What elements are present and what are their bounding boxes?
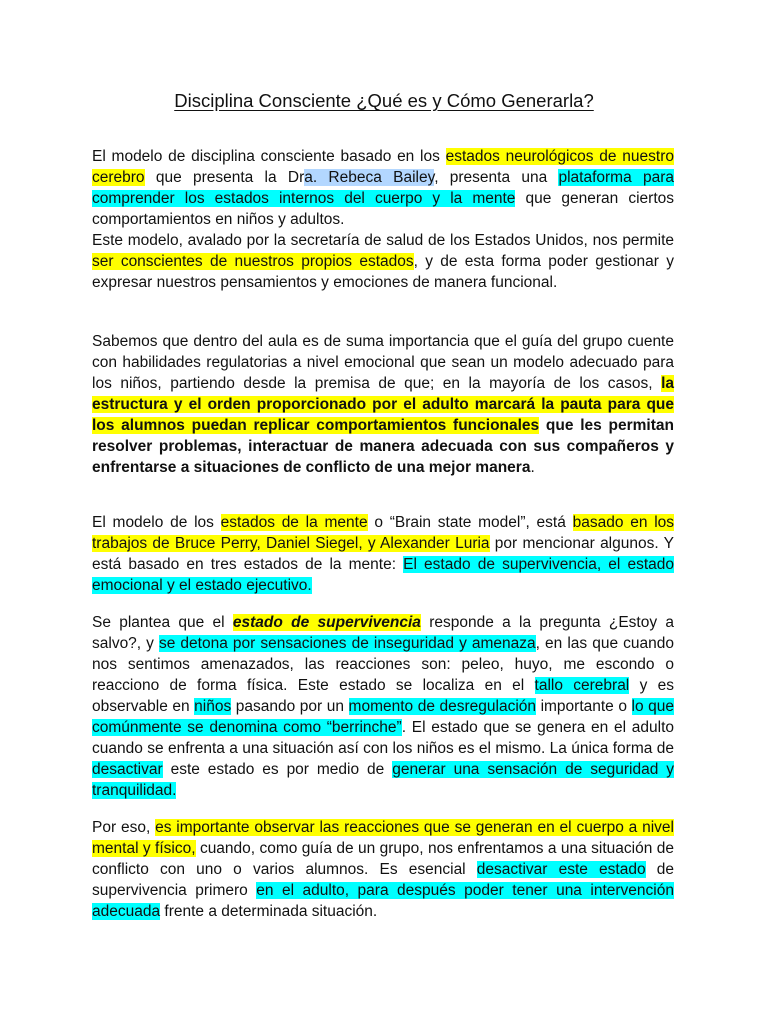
highlighted-text: la estructura y el orden proporcionado por el adulto marcará la pauta para que los alumnos puedan replicar comportamientos funcionales bbox=[92, 375, 674, 434]
highlighted-text: estados neurológicos de nuestro cerebro bbox=[92, 148, 674, 186]
highlighted-text: basado en los trabajos de Bruce Perry, Daniel Siegel, y Alexander Luria bbox=[92, 514, 675, 552]
highlighted-text: en el adulto, para después poder tener una intervención adecuada bbox=[92, 882, 674, 920]
text-run: Este modelo, avalado por la secretaría de salud de los Estados Unidos, nos permite bbox=[92, 232, 674, 249]
text-run: El modelo de los bbox=[92, 514, 221, 531]
text-run: que generan ciertos comportamientos en niños y adultos. bbox=[92, 190, 675, 228]
highlighted-text: plataforma para comprender los estados internos del cuerpo y la mente bbox=[92, 169, 675, 207]
highlighted-text: estados de la mente bbox=[220, 514, 368, 531]
text-run: , en las que cuando nos sentimos amenazados, las reacciones son: peleo, huyo, me escondo o reacciono de forma física. Este estado se localiza en el bbox=[92, 635, 674, 694]
highlighted-text: ser conscientes de nuestros propios estados bbox=[92, 253, 414, 270]
highlighted-text: desactivar este estado bbox=[476, 861, 646, 878]
text-run: Sabemos que dentro del aula es de suma importancia que el guía del grupo cuente con habilidades regulatorias a nivel emocional que sean un modelo adecuado para los niños, partiendo desde la premisa de que; en la mayoría de los casos, bbox=[92, 333, 674, 392]
paragraph-reacciones bbox=[92, 817, 674, 922]
text-run: frente a determinada situación. bbox=[160, 903, 378, 920]
paragraph-modelo bbox=[92, 146, 674, 293]
paragraph-supervivencia bbox=[92, 612, 674, 801]
text-run: de supervivencia primero bbox=[92, 861, 674, 899]
highlighted-text: generar una sensación de seguridad y tranquilidad. bbox=[92, 761, 674, 799]
text-run: responde a la pregunta ¿Estoy a salvo?, y bbox=[92, 614, 674, 652]
text-run: que les permitan resolver problemas, interactuar de manera adecuada con sus compañeros y enfrentarse a situaciones de conflicto de una mejor manera bbox=[92, 417, 674, 476]
text-run: Se plantea que el bbox=[92, 614, 233, 631]
paragraph-aula bbox=[92, 331, 674, 478]
highlighted-text: desactivar bbox=[92, 761, 163, 778]
highlighted-text: es importante observar las reacciones que se generan en el cuerpo a nivel mental y físico, bbox=[92, 819, 674, 857]
text-run: . bbox=[530, 459, 535, 476]
highlighted-text: momento de desregulación bbox=[348, 698, 537, 715]
text-run: o “Brain state model”, está bbox=[367, 514, 573, 531]
text-run: cuando, como guía de un grupo, nos enfrentamos a una situación de conflicto con uno o varios alumnos. Es esencial bbox=[92, 840, 674, 878]
highlighted-text: lo que comúnmente se denomina como “berrinche” bbox=[92, 698, 674, 736]
text-run: . El estado que se genera en el adulto cuando se enfrenta a una situación así con los niños es el mismo. La única forma de bbox=[92, 719, 675, 757]
paragraph-estados bbox=[92, 512, 674, 596]
text-run: Por eso, bbox=[92, 819, 156, 836]
highlighted-text: estado de supervivencia bbox=[232, 614, 421, 631]
text-run: importante o bbox=[536, 698, 632, 715]
text-run: , y de esta forma poder gestionar y expresar nuestros pensamientos y emociones de manera funcional. bbox=[92, 253, 674, 291]
highlighted-text: a. Rebeca Bailey bbox=[304, 169, 435, 186]
text-run: que presenta la Dr bbox=[144, 169, 305, 186]
text-run: este estado es por medio de bbox=[162, 761, 393, 778]
text-run: pasando por un bbox=[231, 698, 349, 715]
text-run: , presenta una bbox=[434, 169, 559, 186]
text-run: por mencionar algunos. Y está basado en tres estados de la mente: bbox=[92, 535, 674, 573]
highlighted-text: se detona por sensaciones de inseguridad y amenaza bbox=[158, 635, 536, 652]
highlighted-text: tallo cerebral bbox=[534, 677, 630, 694]
highlighted-text: niños bbox=[194, 698, 232, 715]
document-title: Disciplina Consciente ¿Qué es y Cómo Generarla? bbox=[174, 90, 594, 111]
text-run: y es observable en bbox=[92, 677, 674, 715]
text-run: El modelo de disciplina consciente basado en los bbox=[92, 148, 446, 165]
highlighted-text: El estado de supervivencia, el estado emocional y el estado ejecutivo. bbox=[92, 556, 674, 594]
